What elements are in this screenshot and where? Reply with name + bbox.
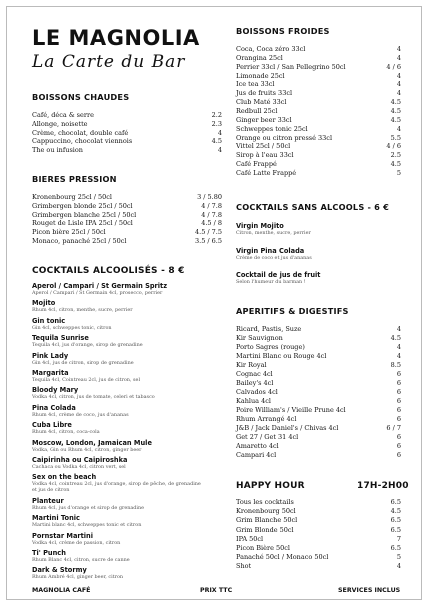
menu-item: [236, 370, 401, 378]
cocktail-description: Vodka 4cl, cointreau 2cl, jus d'orange, sirop de pêche, de grenadine et jus de citron: [32, 481, 201, 494]
menu-item-name: Monaco, panaché 25cl / 50cl: [32, 237, 127, 245]
menu-item-price: 7: [396, 534, 401, 543]
menu-item: [236, 379, 401, 387]
menu-item-price: 4 / 6: [386, 62, 401, 71]
menu-item-name: Allonge, noisette: [32, 119, 88, 128]
cocktail-description: Rhum 4cl, citron, coca-cola: [32, 429, 100, 436]
menu-item-name: J&B / Jack Daniel's / Chivas 4cl: [236, 424, 339, 432]
menu-item-name: Porto Sagres (rouge): [236, 343, 305, 351]
cocktail-name: Ti' Punch: [32, 549, 66, 557]
menu-item-name: Ice tea 33cl: [236, 80, 275, 89]
menu-item-name: Kronenbourg 25cl / 50cl: [32, 193, 112, 201]
menu-item: [236, 361, 401, 369]
cocktail-name: Planteur: [32, 496, 64, 505]
menu-item-price: 4.5 / 7.5: [195, 228, 222, 237]
menu-item: [32, 211, 222, 219]
menu-item-name: Redbull 25cl: [236, 106, 278, 115]
cocktail-name: Tequila Sunrise: [32, 334, 89, 343]
menu-item-name: Martini Blanc ou Rouge 4cl: [236, 352, 327, 360]
menu-item-price: 4: [396, 562, 401, 571]
menu-item: [236, 151, 401, 159]
menu-item-price: 2.2: [211, 111, 222, 119]
menu-item: [236, 433, 401, 441]
menu-item-price: 6.5: [390, 544, 401, 552]
menu-item-name: Tous les cocktails: [236, 498, 294, 506]
cocktail-description: Citron, menthe, sucre, perrier: [236, 230, 311, 236]
menu-item-price: 6: [396, 415, 401, 423]
menu-item-price: 4.5: [390, 98, 401, 107]
cocktail-description: Aperol / Campari / St Germain 4cl, prosecco, perrier: [32, 290, 163, 296]
menu-item: [236, 63, 401, 71]
menu-item-name: Grimbergen blonde 25cl / 50cl: [32, 201, 133, 210]
menu-item: [236, 451, 401, 459]
menu-item-price: 6.5: [390, 525, 401, 534]
menu-item-price: 4: [396, 124, 401, 133]
menu-item: [236, 142, 401, 150]
menu-item-name: Amaretto 4cl: [236, 442, 279, 450]
heading-aperitifs: APERITIFS & DIGESTIFS: [236, 306, 349, 316]
heading-cocktails-sans: COCKTAILS SANS ALCOOLS - 6 €: [236, 202, 389, 212]
menu-item-price: 4.5: [211, 137, 222, 146]
cocktail-name: Gin tonic: [32, 316, 66, 325]
menu-item: [32, 228, 222, 236]
footer-center: PRIX TTC: [200, 587, 233, 594]
heading-cocktails-alc: COCKTAILS ALCOOLISÉS - 8 €: [32, 266, 185, 276]
menu-item: [236, 125, 401, 133]
menu-item-name: Schweppes tonic 25cl: [236, 124, 308, 133]
happy-hour-time: 17H-2H00: [357, 481, 409, 491]
menu-item-name: Jus de fruits 33cl: [236, 89, 293, 98]
menu-item-price: 5: [396, 553, 401, 562]
menu-item-name: Rhum Arrangé 4cl: [236, 415, 297, 423]
menu-item: [236, 442, 401, 450]
cocktail-description: Tequila 4cl, jus d'orange, sirop de grenadine: [32, 342, 143, 349]
cocktail-description: Martini blanc 4cl, schweppes tonic et citron: [32, 522, 142, 529]
cocktail-description: Rhum 4cl, citron, menthe, sucre, perrier: [32, 307, 133, 314]
menu-item-price: 6 / 7: [386, 424, 401, 432]
menu-item-name: Cappuccino, chocolat viennois: [32, 137, 133, 146]
menu-item-name: Café Frappé: [236, 160, 277, 169]
brand-subtitle: La Carte du Bar: [32, 52, 186, 72]
menu-item-price: 4: [396, 343, 401, 351]
menu-item: [236, 134, 401, 142]
menu-item: [32, 137, 222, 145]
cocktail-name: Caipirinha ou Caipiroshka: [32, 456, 128, 464]
menu-item: [236, 45, 401, 53]
menu-item: [236, 516, 401, 524]
menu-item: [236, 352, 401, 360]
cocktail-name: Cocktail de jus de fruit: [236, 271, 321, 279]
menu-item-price: 4.5: [390, 106, 401, 115]
menu-item: [32, 120, 222, 128]
menu-item-price: 8.5: [390, 361, 401, 369]
menu-item-name: Calvados 4cl: [236, 388, 278, 396]
cocktail-name: Aperol / Campari / St Germain Spritz: [32, 282, 168, 290]
menu-item: [236, 507, 401, 515]
menu-item-name: Get 27 / Get 31 4cl: [236, 433, 299, 441]
menu-item-name: Club Maté 33cl: [236, 98, 287, 107]
menu-item-name: Café, déca & serre: [32, 111, 94, 119]
cocktail-name: Sex on the beach: [32, 473, 97, 482]
menu-item-price: 4: [396, 325, 401, 333]
menu-item-price: 6: [396, 442, 401, 450]
cocktail-name: Martini Tonic: [32, 514, 80, 523]
menu-item-name: Vittel 25cl / 50cl: [236, 142, 291, 151]
menu-item: [236, 406, 401, 414]
menu-item-name: Café Latte Frappé: [236, 168, 297, 177]
menu-item: [236, 160, 401, 168]
menu-item: [236, 544, 401, 552]
menu-item-name: Picon bière 25cl / 50cl: [32, 228, 106, 237]
menu-item: [236, 169, 401, 177]
menu-item-name: Rouget de Lisle IPA 25cl / 50cl: [32, 219, 133, 228]
menu-item-price: 4 / 7.8: [201, 210, 222, 219]
menu-item-price: 4: [217, 128, 222, 137]
cocktail-name: Moscow, London, Jamaican Mule: [32, 438, 152, 447]
menu-item-name: Coca, Coca zéro 33cl: [236, 45, 306, 53]
menu-item-name: Crème, chocolat, double café: [32, 128, 129, 137]
menu-item-name: Bailey's 4cl: [236, 379, 274, 387]
menu-item-price: 5: [396, 168, 401, 177]
menu-item-price: 6.5: [390, 498, 401, 506]
heading-happy-hour: HAPPY HOUR: [236, 481, 305, 491]
menu-item-price: 4: [396, 352, 401, 360]
heading-bieres: BIERES PRESSION: [32, 174, 117, 184]
menu-item-name: Kronenbourg 50cl: [236, 507, 296, 516]
menu-item: [236, 343, 401, 351]
menu-item-name: Grim Blanche 50cl: [236, 516, 298, 525]
menu-item-price: 4: [217, 146, 222, 155]
cocktail-description: Rhum Ambré 4cl, ginger beer, citron: [32, 574, 124, 581]
menu-item-price: 3.5 / 6.5: [195, 237, 222, 245]
menu-item: [32, 193, 222, 201]
menu-item: [236, 89, 401, 97]
menu-item-name: Perrier 33cl / San Pellegrino 50cl: [236, 62, 346, 71]
menu-item-name: Campari 4cl: [236, 451, 277, 459]
menu-item: [236, 498, 401, 506]
menu-item: [32, 202, 222, 210]
cocktail-description: Gin 4cl, jus de citron, sirop de grenadine: [32, 359, 134, 366]
cocktail-description: Rhum Blanc 4cl, citron, sucre de canne: [32, 557, 130, 563]
menu-item: [32, 111, 222, 119]
menu-item: [236, 116, 401, 124]
menu-item: [236, 107, 401, 115]
cocktail-description: Selon l'humeur du barman !: [236, 279, 306, 285]
menu-item-name: The ou infusion: [32, 146, 83, 155]
menu-item-price: 4 / 7.8: [201, 201, 222, 210]
menu-item-name: Shot: [236, 562, 252, 571]
menu-item: [236, 397, 401, 405]
menu-item: [32, 129, 222, 137]
cocktail-description: Vodka, Gin ou Rhum 4cl, citron, ginger beer: [32, 446, 142, 453]
menu-item: [236, 424, 401, 432]
cocktail-description: Rhum 4cl, crème de coco, jus d'ananas: [32, 411, 129, 418]
menu-item-price: 6: [396, 406, 401, 414]
menu-item-price: 2.5: [390, 151, 401, 160]
menu-item-price: 6: [396, 433, 401, 441]
cocktail-name: Bloody Mary: [32, 386, 79, 395]
menu-item: [236, 415, 401, 423]
menu-item-price: 6: [396, 388, 401, 396]
menu-item: [236, 325, 401, 333]
menu-item: [236, 98, 401, 106]
menu-item: [32, 146, 222, 154]
cocktail-name: Cuba Libre: [32, 421, 72, 430]
menu-item-price: 4: [396, 80, 401, 89]
menu-item-name: Cognac 4cl: [236, 370, 273, 378]
cocktail-description: Vodka 4cl, citron, jus de tomate, celeri et tabasco: [32, 394, 155, 401]
menu-item: [236, 562, 401, 570]
menu-item-price: 2.3: [211, 119, 222, 128]
cocktail-name: Mojito: [32, 299, 56, 308]
cocktail-name: Pina Colada: [32, 403, 76, 412]
menu-item-name: IPA 50cl: [236, 534, 264, 543]
menu-item-price: 5.5: [390, 133, 401, 142]
menu-item: [236, 526, 401, 534]
menu-item-price: 4.5: [390, 160, 401, 169]
menu-item: [236, 72, 401, 80]
menu-item-name: Panaché 50cl / Monaco 50cl: [236, 553, 329, 562]
cocktail-name: Dark & Stormy: [32, 566, 87, 575]
menu-item: [236, 80, 401, 88]
menu-item-name: Kir Royal: [236, 361, 267, 369]
menu-item-name: Kir Sauvignon: [236, 334, 283, 342]
footer-right: SERVICES INCLUS: [338, 587, 401, 594]
menu-item: [236, 334, 401, 342]
menu-item-price: 6: [396, 397, 401, 405]
menu-item: [236, 54, 401, 62]
menu-item-name: Grim Blonde 50cl: [236, 525, 294, 534]
cocktail-name: Pink Lady: [32, 351, 69, 360]
cocktail-description: Crème de coco et jus d'ananas: [236, 254, 312, 261]
cocktail-name: Pornstar Martini: [32, 531, 94, 540]
menu-item-price: 4.5: [390, 115, 401, 124]
menu-item-name: Orangina 25cl: [236, 53, 283, 62]
menu-item-price: 4: [396, 53, 401, 62]
menu-item-name: Limonade 25cl: [236, 71, 285, 80]
menu-item-name: Kahlua 4cl: [236, 397, 271, 405]
cocktail-description: Cachaca ou Vodka 4cl, citron vert, sel: [32, 464, 126, 470]
menu-item-name: Poire William's / Vieille Prune 4cl: [236, 406, 346, 414]
menu-item-price: 3 / 5.80: [197, 193, 222, 201]
menu-item-name: Sirop à l'eau 33cl: [236, 151, 294, 160]
cocktail-description: Vodka 4cl, crème de passion, citron: [32, 539, 121, 546]
menu-item: [32, 219, 222, 227]
menu-item-price: 4.5: [390, 507, 401, 516]
menu-item: [236, 553, 401, 561]
cocktail-name: Margarita: [32, 369, 69, 377]
menu-item-name: Orange ou citron pressé 33cl: [236, 133, 333, 142]
menu-item-name: Ricard, Pastis, Suze: [236, 325, 302, 333]
menu-item-price: 4: [396, 45, 401, 53]
menu-item-price: 6: [396, 379, 401, 387]
cocktail-name: Virgin Pina Colada: [236, 246, 305, 255]
cocktail-description: Tequila 4cl, Cointreau 2cl, jus de citron, sel: [32, 377, 141, 383]
menu-item-price: 6: [396, 451, 401, 459]
menu-item-price: 4: [396, 71, 401, 80]
menu-item-price: 6: [396, 370, 401, 378]
menu-item: [236, 388, 401, 396]
cocktail-name: Virgin Mojito: [236, 222, 284, 230]
brand-title: LE MAGNOLIA: [32, 26, 200, 50]
menu-item-price: 4.5: [390, 334, 401, 342]
heading-boissons-chaudes: BOISSONS CHAUDES: [32, 92, 130, 102]
menu-item-name: Picon Bière 50cl: [236, 544, 290, 552]
footer-left: MAGNOLIA CAFÉ: [32, 587, 91, 594]
menu-item-price: 4: [396, 89, 401, 98]
menu-item-price: 6.5: [390, 516, 401, 525]
menu-item-name: Grimbergen blanche 25cl / 50cl: [32, 210, 137, 219]
menu-item-price: 4 / 6: [386, 142, 401, 151]
heading-boissons-froides: BOISSONS FROIDES: [236, 26, 330, 36]
menu-item: [32, 237, 222, 245]
cocktail-description: Rhum 4cl, jus d'orange et sirop de grenadine: [32, 504, 145, 511]
menu-item-name: Ginger beer 33cl: [236, 115, 292, 124]
cocktail-description: Gin 4cl, schweppes tonic, citron: [32, 324, 112, 331]
menu-item-price: 4.5 / 8: [201, 219, 222, 228]
menu-item: [236, 535, 401, 543]
